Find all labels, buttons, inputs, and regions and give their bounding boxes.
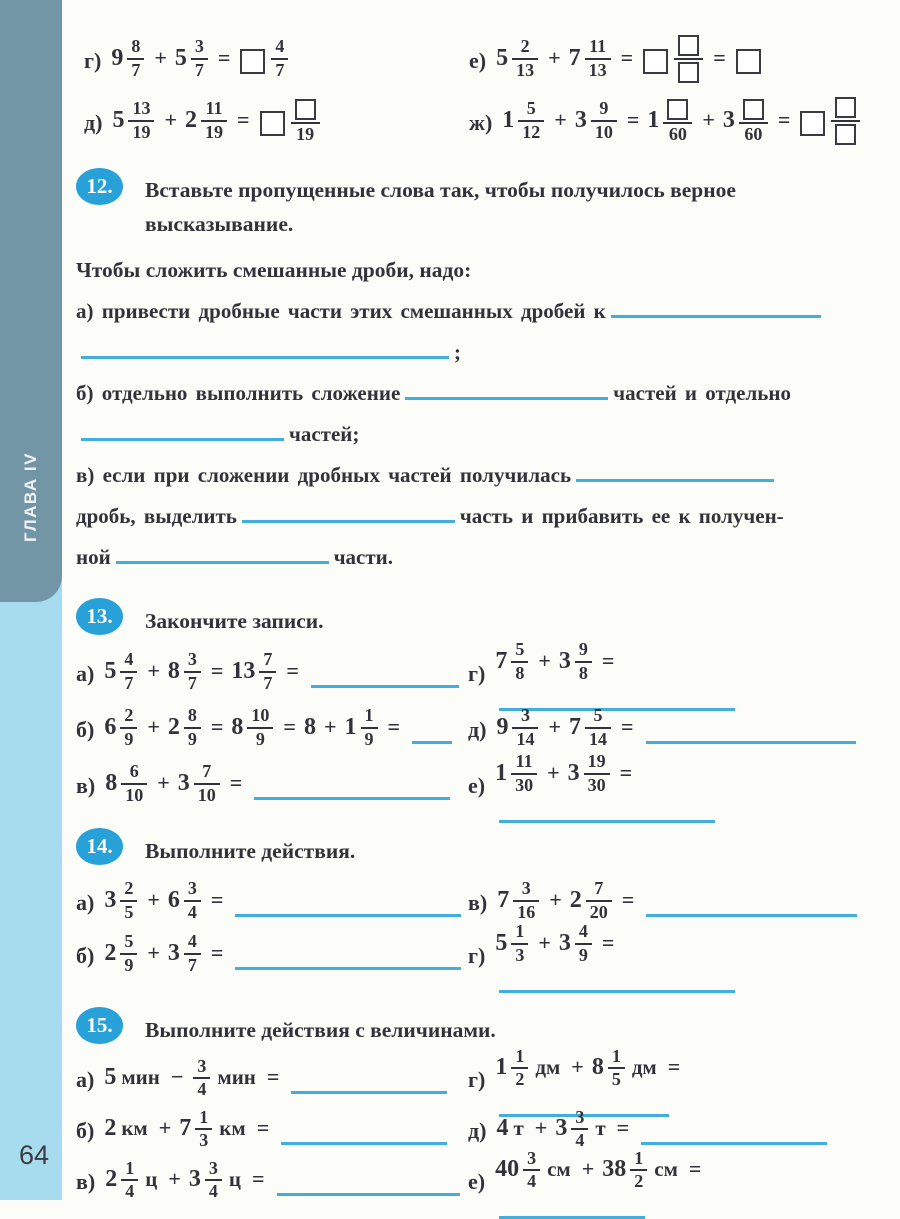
text: т: [595, 1116, 606, 1141]
fraction: $\frac{4}{7}$: [271, 37, 288, 81]
operator: =: [256, 1115, 270, 1141]
text: 9: [111, 44, 124, 71]
answer-blank[interactable]: [412, 729, 452, 744]
fraction: $\frac{1}{2}$: [630, 1149, 647, 1193]
operator: =: [210, 939, 224, 965]
fraction: $\frac{13}{19}$: [128, 99, 154, 143]
answer-blank[interactable]: [235, 902, 461, 917]
operator: =: [217, 44, 231, 70]
math-expression: [103, 649, 464, 696]
answer-blank[interactable]: [499, 1204, 645, 1219]
text: 9: [496, 713, 509, 740]
text: 3: [555, 1115, 568, 1142]
exercise-row: [468, 1045, 864, 1106]
operator: =: [777, 106, 791, 132]
math-expression: [103, 1106, 452, 1154]
empty-box[interactable]: [800, 111, 825, 136]
text: 1: [344, 713, 357, 740]
exercise-label: б): [76, 717, 95, 743]
fraction: $\frac{1}{5}$: [608, 1047, 625, 1091]
answer-blank[interactable]: [281, 1130, 447, 1145]
fraction: $\frac{5}{8}$: [511, 640, 528, 684]
fraction: $\frac{3}{4}$: [193, 1057, 210, 1101]
text: ной: [76, 544, 111, 569]
operator: =: [283, 713, 296, 739]
text: 2: [104, 939, 117, 966]
text: 3: [574, 106, 587, 133]
answer-blank[interactable]: [235, 955, 461, 970]
math-expression: [494, 639, 864, 706]
math-expression: [494, 1147, 864, 1215]
operator: =: [229, 769, 243, 795]
text: 2: [104, 1115, 117, 1142]
fraction: [674, 34, 703, 84]
operator: +: [323, 713, 337, 739]
fraction: $\frac{5}{14}$: [585, 706, 611, 750]
text: 3: [177, 769, 190, 796]
answer-blank[interactable]: [646, 729, 856, 744]
text: 1: [502, 106, 515, 133]
text: 5: [112, 106, 125, 133]
fraction: [831, 96, 860, 146]
operator: +: [147, 886, 160, 912]
empty-box[interactable]: [667, 99, 688, 120]
text: 1: [495, 1054, 508, 1081]
operator: +: [147, 939, 160, 965]
task-number-badge: 13.: [76, 598, 123, 635]
answer-blank[interactable]: [641, 1130, 827, 1145]
answer-blank[interactable]: [499, 978, 735, 993]
text: 2: [569, 886, 582, 913]
answer-blank[interactable]: [405, 385, 608, 400]
fraction: $\frac{2}{5}$: [120, 879, 137, 923]
operator: +: [554, 106, 567, 132]
text: в) если при сложении дробных частей получилась: [76, 462, 572, 487]
empty-box[interactable]: [678, 35, 699, 56]
math-expression: [494, 1045, 864, 1113]
operator: +: [164, 106, 178, 132]
task-15: [76, 1007, 864, 1208]
fraction: $\frac{3}{7}$: [191, 37, 208, 81]
top-right-column: [461, 30, 864, 154]
operator: =: [286, 657, 299, 683]
operator: =: [601, 929, 615, 955]
task-12-intro: Чтобы сложить смешанные дроби, надо:: [76, 257, 472, 282]
fill-line-v3: [76, 537, 864, 578]
operator: =: [601, 647, 615, 673]
fraction: $\frac{3}{4}$: [184, 879, 201, 923]
text: дм: [631, 1055, 657, 1080]
fraction: $\frac{4}{7}$: [120, 650, 137, 694]
task-title: Выполните действия.: [145, 839, 356, 864]
text: 5: [496, 44, 509, 71]
operator: =: [713, 44, 726, 70]
math-expression: [501, 98, 863, 148]
fraction: $\frac{6}{10}$: [121, 762, 147, 806]
operator: =: [266, 1064, 280, 1090]
operator: =: [210, 886, 224, 912]
task-title: Выполните действия с величинами.: [145, 1017, 496, 1042]
math-expression: [496, 878, 862, 925]
fraction: $\frac{1}{9}$: [361, 706, 378, 750]
answer-blank[interactable]: [242, 508, 455, 523]
text: 5: [104, 657, 117, 684]
text: 7: [497, 886, 510, 913]
text: 38: [602, 1156, 627, 1183]
math-expression: [495, 36, 764, 86]
operator: =: [387, 713, 401, 739]
exercise-label: а): [76, 1067, 95, 1093]
operator: +: [157, 769, 170, 795]
fraction: $\frac{1}{2}$: [511, 1047, 528, 1091]
text: часть и прибавить ее к получен-: [459, 503, 784, 528]
text: 40: [495, 1156, 520, 1183]
operator: +: [538, 647, 551, 673]
text: ;: [454, 339, 461, 364]
math-expression: [103, 1055, 452, 1103]
text: 5: [104, 1064, 117, 1091]
text: 7: [569, 713, 582, 740]
text: частей и отдельно: [613, 380, 791, 405]
math-expression: [110, 36, 291, 83]
operator: +: [548, 44, 561, 70]
math-expression: [103, 878, 466, 925]
task-13: [76, 598, 864, 814]
text: 5: [495, 929, 508, 956]
task-title: Закончите записи.: [145, 608, 324, 633]
exercise-label: ж): [469, 110, 493, 135]
text: частей;: [289, 421, 360, 446]
empty-box[interactable]: [743, 99, 764, 120]
exercise-row-d: [76, 92, 461, 154]
exercise-label: б): [76, 1118, 95, 1144]
task-15-rows: [76, 1045, 864, 1208]
empty-box[interactable]: [643, 49, 668, 74]
math-expression: [495, 705, 860, 752]
task-number-badge: 15.: [76, 1007, 123, 1044]
exercise-label: е): [468, 1169, 486, 1195]
text: 2: [105, 1166, 118, 1193]
text: б) отдельно выполнить сложение: [76, 380, 401, 405]
text: 6: [167, 886, 180, 913]
fill-line-v: [76, 455, 864, 496]
empty-box[interactable]: [240, 49, 265, 74]
text: ц: [145, 1167, 158, 1192]
answer-blank[interactable]: [81, 344, 449, 359]
operator: +: [571, 1054, 584, 1080]
exercise-row: [76, 1157, 468, 1208]
answer-blank[interactable]: [576, 467, 774, 482]
exercise-row: [76, 877, 468, 930]
chapter-label: ГЛАВА IV: [21, 452, 40, 543]
fraction: $\frac{2}{13}$: [512, 37, 538, 81]
text: 7: [179, 1115, 192, 1142]
exercise-label: в): [468, 890, 488, 916]
text: 3: [722, 106, 735, 133]
exercise-row: [468, 751, 864, 814]
fraction: $\frac{7}{20}$: [586, 879, 612, 923]
math-expression: [103, 705, 457, 752]
text: дробь, выделить: [76, 503, 237, 528]
text: ц: [228, 1167, 241, 1192]
task-number-badge: 12.: [76, 168, 123, 205]
operator: +: [581, 1156, 595, 1182]
answer-blank[interactable]: [116, 549, 329, 564]
page-number: 64: [18, 1140, 50, 1170]
text: а) привести дробные части этих смешанных дробей к: [76, 298, 606, 323]
fraction: $\frac{9}{8}$: [575, 640, 592, 684]
fill-line-a: [76, 291, 864, 332]
text: 3: [558, 647, 571, 674]
exercise-label: в): [76, 1169, 96, 1195]
exercise-label: д): [84, 110, 103, 135]
empty-box[interactable]: [295, 99, 316, 120]
answer-blank[interactable]: [499, 808, 715, 823]
text: 3: [567, 759, 580, 786]
empty-box[interactable]: [835, 97, 856, 118]
text: 1: [495, 759, 508, 786]
fraction: $\frac{3}{4}$: [523, 1149, 540, 1193]
fraction: $\frac{3}{4}$: [571, 1108, 588, 1152]
exercise-row: [468, 921, 864, 983]
answer-blank[interactable]: [81, 426, 284, 441]
text: 7: [568, 44, 581, 71]
operator: =: [616, 1115, 630, 1141]
exercise-label: а): [76, 890, 95, 916]
fraction: $\frac{1}{3}$: [511, 922, 528, 966]
fraction: $\frac{9}{10}$: [591, 99, 617, 143]
text: 7: [495, 647, 508, 674]
task-14-header: [76, 828, 864, 868]
fraction: $\frac{7}{10}$: [194, 762, 220, 806]
fraction: 60: [663, 98, 692, 145]
text: 3: [558, 929, 571, 956]
fraction: $\frac{8}{7}$: [127, 37, 144, 81]
operator: =: [621, 713, 634, 739]
text: 8: [105, 769, 118, 796]
exercise-label: а): [76, 661, 95, 687]
operator: =: [688, 1156, 702, 1182]
text: 13: [231, 657, 256, 684]
text: 2: [167, 713, 180, 740]
operator: +: [158, 1115, 172, 1141]
operator: =: [667, 1054, 681, 1080]
task-13-header: [76, 598, 864, 638]
answer-blank[interactable]: [254, 785, 450, 800]
task-13-rows: [76, 639, 864, 814]
text: км: [219, 1116, 246, 1141]
fill-line-a2: [76, 332, 864, 373]
fraction: $\frac{3}{16}$: [513, 879, 539, 923]
text: дм: [535, 1055, 561, 1080]
fraction: $\frac{4}{7}$: [184, 932, 201, 976]
operator: +: [154, 44, 167, 70]
text: т: [513, 1116, 524, 1141]
fill-line-b: [76, 373, 864, 414]
text: 8: [591, 1054, 604, 1081]
task-12-header: [76, 168, 864, 242]
operator: =: [626, 106, 640, 132]
fraction: $\frac{1}{3}$: [195, 1108, 212, 1152]
text: 3: [104, 886, 117, 913]
text: км: [121, 1116, 148, 1141]
text: 8: [231, 713, 244, 740]
operator: +: [549, 886, 562, 912]
answer-blank[interactable]: [291, 1079, 447, 1094]
math-expression: [494, 921, 864, 988]
exercise-row: [76, 1055, 468, 1106]
fraction: 60: [739, 98, 768, 145]
text: 5: [174, 44, 187, 71]
exercise-row: [76, 646, 468, 702]
exercise-label: е): [469, 48, 487, 73]
exercise-row: [76, 758, 468, 814]
task-title: Вставьте пропущенные слова так, чтобы получилось верное высказывание.: [145, 178, 736, 237]
fraction: $\frac{11}{19}$: [201, 99, 227, 143]
operator: =: [210, 713, 224, 739]
exercise-label: г): [468, 943, 486, 969]
task-12: [76, 168, 864, 578]
exercise-grid-top: [76, 0, 864, 154]
text: 3: [167, 939, 180, 966]
fraction: $\frac{3}{7}$: [184, 650, 201, 694]
fraction: $\frac{11}{30}$: [511, 752, 537, 796]
operator: +: [538, 929, 551, 955]
exercise-row: [76, 930, 468, 983]
chapter-tab-lower: [0, 560, 62, 1200]
fraction: $\frac{8}{9}$: [184, 706, 201, 750]
text: 3: [188, 1166, 201, 1193]
math-expression: [103, 931, 466, 978]
text: мин: [217, 1065, 256, 1090]
text: 2: [185, 106, 198, 133]
empty-box[interactable]: [736, 49, 761, 74]
fraction: 19: [291, 98, 320, 145]
operator: =: [619, 759, 633, 785]
operator: =: [237, 106, 250, 132]
empty-box[interactable]: [678, 62, 699, 83]
task-14: [76, 828, 864, 982]
fraction: $\frac{11}{13}$: [585, 37, 611, 81]
operator: =: [251, 1166, 265, 1192]
exercise-label: е): [468, 773, 486, 799]
exercise-row-e: [461, 30, 864, 92]
empty-box[interactable]: [835, 124, 856, 145]
fill-line-b2: [76, 414, 864, 455]
empty-box[interactable]: [260, 111, 285, 136]
fill-line-v2: [76, 496, 864, 537]
operator: =: [210, 657, 224, 683]
top-left-column: [76, 30, 461, 154]
operator: +: [147, 713, 160, 739]
text: мин: [121, 1065, 160, 1090]
exercise-label: д): [468, 1118, 487, 1144]
text: 8: [167, 657, 180, 684]
task-12-fill-block: [76, 291, 864, 578]
text: см: [654, 1157, 678, 1182]
task-14-rows: [76, 877, 864, 983]
task-15-header: [76, 1007, 864, 1047]
exercise-row: [468, 1147, 864, 1208]
fraction: $\frac{2}{9}$: [120, 706, 137, 750]
operator: −: [170, 1064, 184, 1090]
operator: =: [620, 44, 634, 70]
text: 8: [303, 713, 316, 740]
operator: =: [621, 886, 635, 912]
operator: +: [147, 657, 160, 683]
exercise-row: [468, 639, 864, 702]
exercise-row: [76, 702, 468, 758]
exercise-row-g: [76, 30, 461, 92]
fraction: $\frac{7}{7}$: [259, 650, 276, 694]
text: 6: [104, 713, 117, 740]
text: 4: [496, 1115, 509, 1142]
exercise-row: [76, 1106, 468, 1157]
fraction: $\frac{3}{14}$: [512, 706, 538, 750]
math-expression: [494, 751, 864, 818]
exercise-label: б): [76, 943, 95, 969]
text: части.: [333, 544, 394, 569]
exercise-label: в): [76, 773, 96, 799]
answer-blank[interactable]: [277, 1181, 460, 1196]
exercise-row-zh: [461, 92, 864, 154]
chapter-tab: [0, 0, 62, 602]
answer-blank[interactable]: [646, 902, 857, 917]
exercise-label: г): [468, 661, 486, 687]
text: 1: [647, 106, 660, 133]
task-number-badge: 14.: [76, 828, 123, 865]
exercise-label: г): [84, 48, 102, 73]
math-expression: [104, 1157, 464, 1205]
fraction: $\frac{3}{4}$: [205, 1159, 222, 1203]
fraction: $\frac{4}{9}$: [575, 922, 592, 966]
page-content: [76, 0, 864, 1208]
operator: +: [702, 106, 715, 132]
fraction: $\frac{5}{12}$: [518, 99, 544, 143]
text: см: [547, 1157, 571, 1182]
fraction: $\frac{19}{30}$: [584, 752, 610, 796]
answer-blank[interactable]: [611, 303, 821, 318]
operator: +: [168, 1166, 181, 1192]
exercise-label: д): [468, 717, 487, 743]
exercise-label: г): [468, 1067, 486, 1093]
math-expression: [111, 100, 322, 147]
operator: +: [534, 1115, 548, 1141]
answer-blank[interactable]: [311, 673, 459, 688]
fraction: $\frac{5}{9}$: [120, 932, 137, 976]
operator: +: [548, 713, 562, 739]
math-expression: [104, 761, 455, 808]
operator: +: [547, 759, 560, 785]
fraction: $\frac{1}{4}$: [121, 1159, 138, 1203]
fraction: $\frac{10}{9}$: [247, 706, 273, 750]
